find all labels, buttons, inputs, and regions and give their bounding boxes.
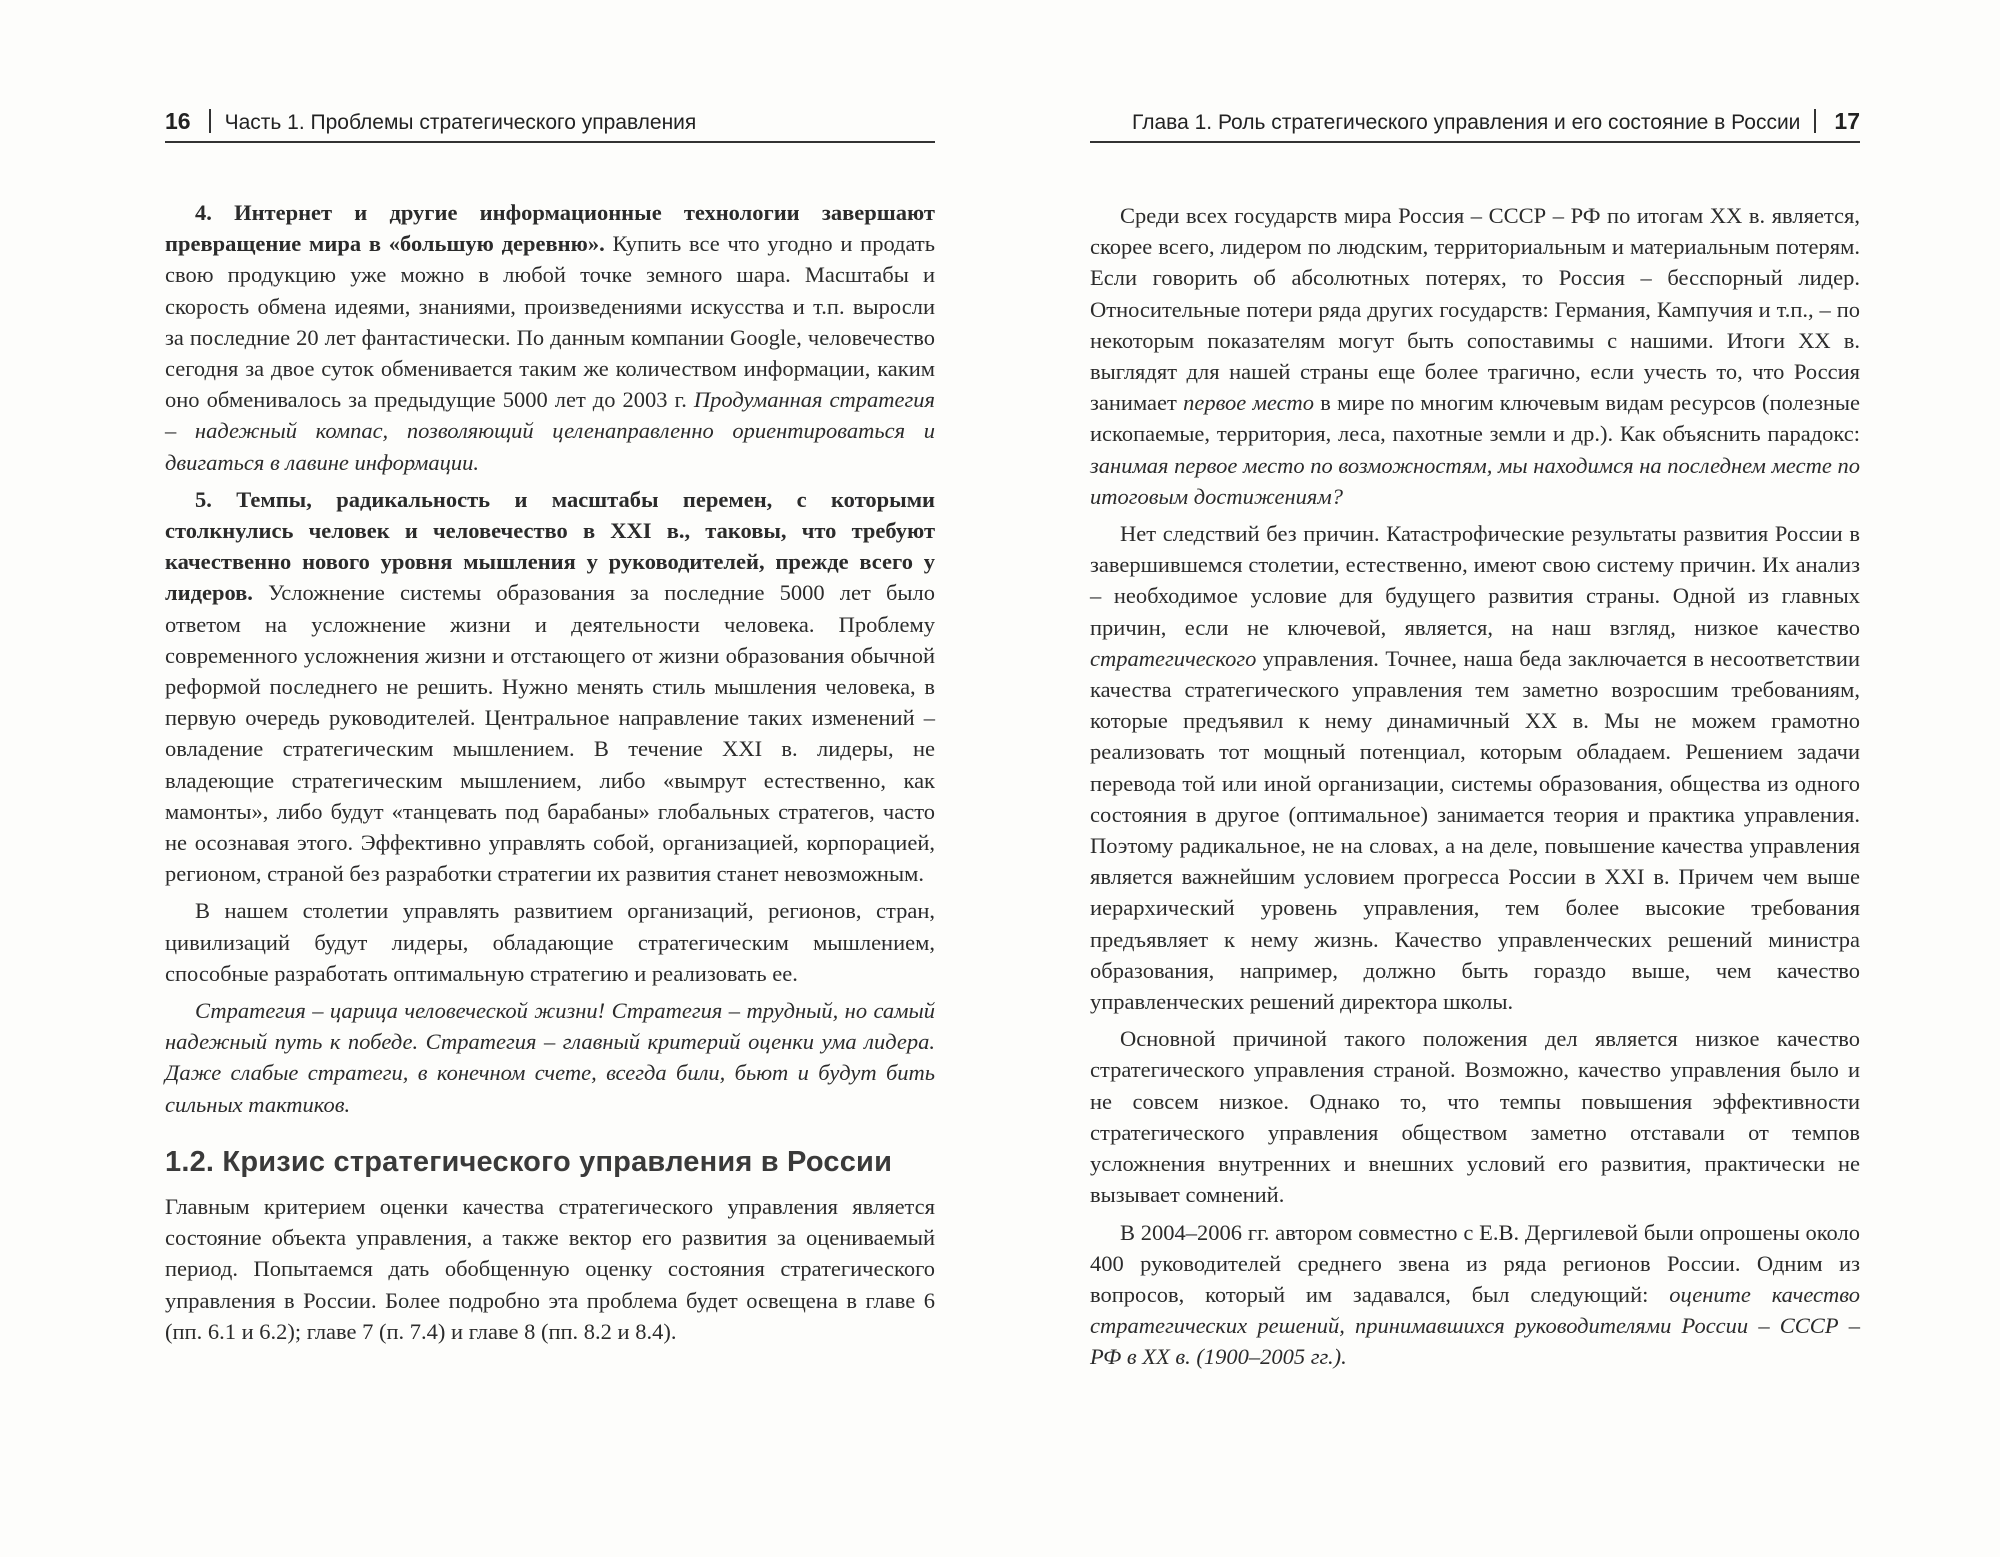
right-running-header — [1090, 108, 1860, 138]
left-paragraph-4-italic: Стратегия – царица человеческой жизни! Стратегия – трудный, но самый надежный путь к победе. Стратегия – главный критерий оценки ума лидера. Даже слабые стратеги, в конечном счете, всегда били, бьют и будут бить сильных тактиков. — [165, 998, 935, 1117]
left-header-title: Часть 1. Проблемы стратегического управления — [224, 111, 697, 134]
left-running-header — [165, 108, 935, 138]
paragraph-text: Купить все что угодно и продать свою продукцию уже можно в любой точке земного шара. Масштабы и скорость обмена идеями, знаниями, произведениями искусства и т.п. выросли за последние 20 лет фантастически. По данным компании Google, человечество сегодня за двое суток обменивается таким же количеством информации, каким оно обменивалось за предыдущие 5000 лет до 2003 г. — [165, 231, 935, 413]
section-heading: 1.2. Кризис стратегического управления в России — [165, 1145, 893, 1178]
left-paragraph-2 — [165, 484, 935, 890]
right-header-title: Глава 1. Роль стратегического управления и его состояние в России — [1132, 111, 1801, 134]
left-page-number: 16 — [165, 108, 191, 134]
paragraph-bold-lead: 5. Темпы, радикальность и масштабы перемен, с которыми столкнулись человек и человечество в XXI в., таковы, что требуют качественно нового уровня мышления у руководителей, прежде всего у лидеров. — [165, 486, 935, 606]
paragraph-text: управления. Точнее, наша беда заключается в несоответствии качества стратегического управления тем заметно возросшим требованиям, которые предъявил к нему динамичный XX в. Мы не можем грамотно реализовать тот мощный потенциал, которым обладаем. Решением задачи перевода той или иной организации, системы образования, общества из одного состояния в другое (оптимальное) занимается теория и практика управления. Поэтому радикальное, не на словах, а на деле, повышение качества управления является важнейшим условием прогресса России в XXI в. Причем чем выше иерархический уровень управления, тем более высокие требования предъявляет к нему жизнь. Качество управленческих решений министра образования, например, должно быть гораздо выше, чем качество управленческих решений директора школы. — [1090, 645, 1860, 1015]
left-paragraph-1 — [165, 197, 935, 478]
right-paragraph-4 — [1090, 1217, 1860, 1373]
paragraph-italic: занимая первое место по возможностям, мы находимся на последнем месте по итоговым достижениям? — [1090, 452, 1860, 509]
left-paragraph-3: В нашем столетии управлять развитием организаций, регионов, стран, цивилизаций будут лидеры, обладающие стратегическим мышлением, способные разработать оптимальную стратегию и реализовать ее. — [165, 898, 935, 986]
paragraph-text: Среди всех государств мира Россия – СССР – РФ по итогам XX в. является, скорее всего, лидером по людским, территориальным и материальным потерям. Если говорить об абсолютных потерях, то Россия – бесспорный лидер. Относительные потери ряда других государств: Германия, Кампучия и т.п., – по некоторым показателям могут быть сопоставимы с нашими. Итоги XX в. выглядят для нашей страны еще более трагично, если учесть то, что Россия занимает — [1090, 203, 1860, 416]
right-paragraph-1 — [1090, 200, 1860, 512]
right-page-body — [1090, 200, 1860, 1373]
paragraph-text: в мире по многим ключевым видам ресурсов (полезные ископаемые, территория, леса, пахотные земли и др.). Как объяснить парадокс: — [1090, 390, 1860, 447]
header-separator — [1814, 109, 1816, 133]
left-header-rule — [165, 141, 935, 143]
left-page-body — [165, 197, 935, 1347]
paragraph-text: В 2004–2006 гг. автором совместно с Е.В. Дергилевой были опрошены около 400 руководителей среднего звена из ряда регионов России. Одним из вопросов, который им задавался, был следующий: — [1090, 1219, 1860, 1307]
right-header-rule — [1090, 141, 1860, 143]
paragraph-italic: стратегического — [1090, 645, 1257, 671]
right-paragraph-2 — [1090, 518, 1860, 1017]
paragraph-text: Нет следствий без причин. Катастрофические результаты развития России в завершившемся столетии, естественно, имеют свою систему причин. Их анализ – необходимое условие для будущего развития страны. Одной из главных причин, если не ключевой, является, на наш взгляд, низкое качество — [1090, 521, 1860, 640]
paragraph-text: Усложнение системы образования за последние 5000 лет было ответом на усложнение жизни и деятельности человека. Проблему современного усложнения жизни и отстающего от жизни образования обычной реформой последнего не решить. Нужно менять стиль мышления человека, в первую очередь руководителей. Центральное направление таких изменений – овладение стратегическим мышлением. В течение XXI в. лидеры, не владеющие стратегическим мышлением, либо «вымрут естественно, как мамонты», либо будут «танцевать под барабаны» глобальных стратегов, часто не осознавая этого. Эффективно управлять собой, организацией, корпорацией, регионом, страной без разработки стратегии их развития станет невозможным. — [165, 580, 935, 887]
paragraph-italic: оцените качество стратегических решений, принимавшихся руководителями России – СССР – РФ в XX в. (1900–2005 гг.). — [1090, 1281, 1860, 1370]
paragraph-bold-lead: 4. Интернет и другие информационные технологии завершают превращение мира в «большую деревню». — [165, 200, 935, 257]
paragraph-italic: Продуманная стратегия – надежный компас, позволяющий целенаправленно ориентироваться и двигаться в лавине информации. — [165, 387, 935, 475]
right-page-number: 17 — [1834, 108, 1860, 134]
left-paragraph-5: Главным критерием оценки качества стратегического управления является состояние объекта управления, а также вектор его развития за оцениваемый период. Попытаемся дать обобщенную оценку состояния стратегического управления в России. Более подробно эта проблема будет освещена в главе 6 (пп. 6.1 и 6.2); главе 7 (п. 7.4) и главе 8 (пп. 8.2 и 8.4). — [165, 1193, 935, 1344]
paragraph-italic: первое место — [1183, 390, 1315, 416]
right-paragraph-3: Основной причиной такого положения дел является низкое качество стратегического управления страной. Возможно, качество управления было и не совсем низкое. Однако то, что темпы повышения эффективности стратегического управления обществом заметно отставали от темпов усложнения внутренних и внешних условий его развития, практически не вызывает сомнений. — [1090, 1026, 1860, 1208]
header-separator — [209, 109, 211, 133]
